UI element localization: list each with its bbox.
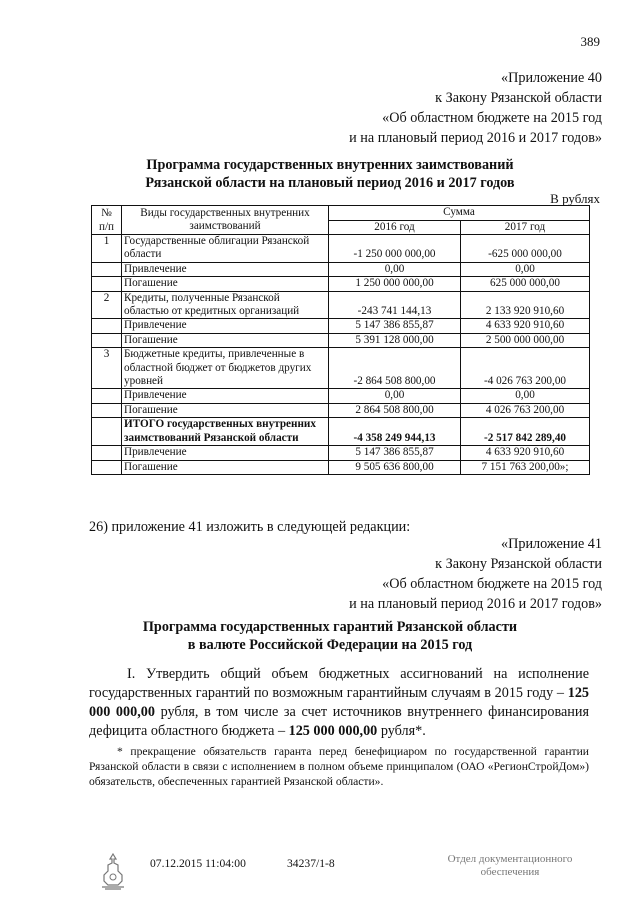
row-label-cell: Погашение (122, 277, 329, 291)
footer-datetime: 07.12.2015 11:04:00 (150, 857, 246, 870)
annex-line: к Закону Рязанской области (435, 90, 602, 106)
item-26-text: 26) приложение 41 изложить в следующей редакции: (89, 519, 411, 535)
page-number: 389 (580, 34, 600, 49)
row-label-cell: Кредиты, полученные Рязанской областью от кредитных организаций (122, 291, 329, 319)
value-2016-cell: -1 250 000 000,00 (329, 235, 461, 263)
title-line: Программа государственных гарантий Рязанской области (142, 619, 518, 635)
value-2016-cell: 5 391 128 000,00 (329, 333, 461, 347)
value-2017-cell: 0,00 (461, 262, 590, 276)
value-2017-cell: 625 000 000,00 (461, 277, 590, 291)
row-number-cell (92, 460, 122, 474)
row-label-cell: Погашение (122, 403, 329, 417)
row-number-cell (92, 262, 122, 276)
table-row (92, 291, 590, 319)
value-2017-cell: 2 133 920 910,60 (461, 291, 590, 319)
paragraph-text: I. Утвердить общий объем бюджетных ассигнований на исполнение государственных гарантий по возможным гарантийным случаям в 2015 году – (89, 666, 589, 701)
annex-line: и на плановый период 2016 и 2017 годов» (349, 596, 602, 612)
footnote: * прекращение обязательств гаранта перед бенефициаром по государственной гарантии Рязанской области в связи с исполнением в полном объеме принципалом (ОАО «РегионСтройДом») обязательств, обеспеченных гарантией Рязанской области». (89, 745, 589, 788)
value-2016-cell: 5 147 386 855,87 (329, 446, 461, 460)
row-number-cell: 3 (92, 348, 122, 389)
paragraph-1 (89, 665, 589, 741)
row-label-cell: Государственные облигации Рязанской области (122, 235, 329, 263)
title-line: в валюте Российской Федерации на 2015 год (187, 637, 473, 653)
program-borrowings-title (120, 156, 540, 192)
table-row (92, 348, 590, 389)
amount-internal: 125 000 000,00 (288, 723, 378, 739)
row-number-cell (92, 389, 122, 403)
value-2017-cell: 0,00 (461, 389, 590, 403)
header-sum: Сумма (329, 206, 590, 221)
annex-line: «Об областном бюджете на 2015 год (382, 110, 602, 126)
row-label-cell: Привлечение (122, 319, 329, 333)
row-label-cell: Погашение (122, 460, 329, 474)
header-kind: Виды государственных внутренних заимствований (122, 206, 329, 235)
row-number-cell (92, 418, 122, 446)
annex-40-header (349, 68, 602, 148)
row-label-cell: Бюджетные кредиты, привлеченные в областной бюджет от бюджетов других уровней (122, 348, 329, 389)
value-2016-cell: 1 250 000 000,00 (329, 277, 461, 291)
footer-doc-id: 34237/1-8 (287, 857, 335, 870)
value-2016-cell: 9 505 636 800,00 (329, 460, 461, 474)
row-label-cell: Погашение (122, 333, 329, 347)
table-row (92, 446, 590, 460)
footer-department (430, 853, 590, 879)
header-num: № п/п (92, 206, 122, 235)
annex-line: «Приложение 40 (501, 70, 602, 86)
table-row (92, 319, 590, 333)
value-2016-cell: -243 741 144,13 (329, 291, 461, 319)
title-line: Программа государственных внутренних заимствований (146, 157, 514, 173)
paragraph-text: рубля, в том числе за счет источников внутреннего финансирования дефицита областного бюджета – (89, 704, 590, 739)
row-number-cell (92, 319, 122, 333)
title-line: Рязанской области на плановый период 2016 и 2017 годов (145, 175, 515, 191)
row-label-cell: ИТОГО государственных внутренних заимствований Рязанской области (122, 418, 329, 446)
annex-line: «Приложение 41 (501, 536, 602, 552)
row-number-cell: 1 (92, 235, 122, 263)
table-row (92, 235, 590, 263)
annex-line: «Об областном бюджете на 2015 год (382, 576, 602, 592)
row-number-cell: 2 (92, 291, 122, 319)
row-number-cell (92, 333, 122, 347)
amount-total: 125 000 000,00 (89, 685, 589, 720)
department-line: обеспечения (480, 866, 540, 878)
value-2017-cell: 4 026 763 200,00 (461, 403, 590, 417)
value-2016-cell: 5 147 386 855,87 (329, 319, 461, 333)
annex-41-header (349, 534, 602, 614)
value-2017-cell: 2 500 000 000,00 (461, 333, 590, 347)
coat-of-arms-icon (98, 851, 128, 891)
value-2016-cell: 0,00 (329, 262, 461, 276)
paragraph-text: рубля*. (377, 723, 426, 739)
table-row (92, 403, 590, 417)
table-row (92, 418, 590, 446)
value-2017-cell: 7 151 763 200,00»; (461, 460, 590, 474)
value-2016-cell: -4 358 249 944,13 (329, 418, 461, 446)
value-2017-cell: 4 633 920 910,60 (461, 446, 590, 460)
row-label-cell: Привлечение (122, 389, 329, 403)
row-label-cell: Привлечение (122, 446, 329, 460)
value-2016-cell: 2 864 508 800,00 (329, 403, 461, 417)
header-2016: 2016 год (329, 220, 461, 235)
row-label-cell: Привлечение (122, 262, 329, 276)
table-row (92, 460, 590, 474)
row-number-cell (92, 277, 122, 291)
annex-line: и на плановый период 2016 и 2017 годов» (349, 130, 602, 146)
annex-line: к Закону Рязанской области (435, 556, 602, 572)
table-row (92, 389, 590, 403)
program-guarantees-title (120, 618, 540, 654)
header-2017: 2017 год (461, 220, 590, 235)
value-2017-cell: -625 000 000,00 (461, 235, 590, 263)
borrowings-table (91, 205, 590, 475)
value-2016-cell: 0,00 (329, 389, 461, 403)
table-row (92, 333, 590, 347)
table-row (92, 262, 590, 276)
table-row (92, 277, 590, 291)
value-2017-cell: 4 633 920 910,60 (461, 319, 590, 333)
value-2016-cell: -2 864 508 800,00 (329, 348, 461, 389)
row-number-cell (92, 446, 122, 460)
value-2017-cell: -2 517 842 289,40 (461, 418, 590, 446)
units-label: В рублях (550, 191, 600, 206)
row-number-cell (92, 403, 122, 417)
value-2017-cell: -4 026 763 200,00 (461, 348, 590, 389)
department-line: Отдел документационного (447, 853, 573, 865)
